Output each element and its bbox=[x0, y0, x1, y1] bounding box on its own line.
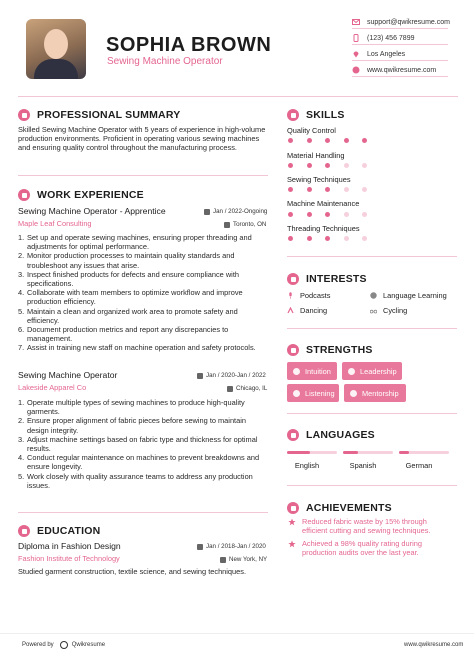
summary-icon bbox=[18, 109, 30, 121]
dumbbell-icon bbox=[287, 344, 299, 356]
language-name: Spanish bbox=[349, 461, 377, 470]
list-item: 3. Adjust machine settings based on fabric type and thickness for optimal results. bbox=[18, 434, 258, 454]
skill-dot bbox=[344, 236, 349, 241]
lightbulb-icon bbox=[293, 368, 300, 375]
language-name: English bbox=[294, 461, 320, 470]
skill-dot bbox=[362, 163, 367, 168]
education-location: New York, NY bbox=[220, 556, 267, 563]
location-icon bbox=[352, 50, 360, 58]
section-experience-heading: WORK EXPERIENCE bbox=[18, 189, 144, 201]
lightbulb-icon bbox=[287, 109, 299, 121]
job-2-role: Sewing Machine Operator bbox=[18, 370, 118, 380]
job-1-location: Toronto, ON bbox=[224, 221, 266, 228]
education-dates: Jan / 2018-Jan / 2020 bbox=[197, 543, 266, 550]
skill-dot bbox=[288, 138, 293, 143]
bicycle-icon bbox=[370, 307, 377, 314]
language-name: German bbox=[405, 461, 433, 470]
skill-dot bbox=[288, 212, 293, 217]
job-2-dates: Jan / 2020-Jan / 2022 bbox=[197, 372, 266, 379]
skill-name: Machine Maintenance bbox=[287, 199, 360, 208]
profile-photo bbox=[26, 19, 86, 79]
interest-item: Cycling bbox=[370, 306, 407, 315]
section-summary-heading: PROFESSIONAL SUMMARY bbox=[18, 109, 180, 121]
skill-dot bbox=[344, 212, 349, 217]
skill-name: Quality Control bbox=[287, 126, 336, 135]
skill-name: Sewing Techniques bbox=[287, 175, 351, 184]
skill-dot bbox=[344, 187, 349, 192]
skill-rating bbox=[288, 187, 381, 192]
skill-dot bbox=[307, 138, 312, 143]
strength-tag: Listening bbox=[287, 384, 339, 402]
job-1-bullets bbox=[18, 233, 268, 353]
skill-name: Threading Techniques bbox=[287, 224, 360, 233]
language-level-bar bbox=[343, 451, 393, 454]
achievement-item: Achieved a 98% quality rating during production audits over the last year. bbox=[302, 539, 422, 558]
graduation-cap-icon bbox=[18, 525, 30, 537]
contact-phone[interactable]: (123) 456 7899 bbox=[352, 34, 414, 42]
skill-dot bbox=[307, 236, 312, 241]
job-1-company: Maple Leaf Consulting bbox=[18, 219, 92, 228]
job-1-role: Sewing Machine Operator - Apprentice bbox=[18, 206, 166, 216]
section-strengths-heading: STRENGTHS bbox=[287, 344, 373, 356]
trophy-icon bbox=[287, 502, 299, 514]
location-icon bbox=[227, 386, 233, 392]
skill-dot bbox=[288, 236, 293, 241]
job-2-bullets bbox=[18, 398, 268, 490]
list-item: 1. Set up and operate sewing machines, ensuring proper threading and adjustments for optimal performance. bbox=[18, 233, 252, 252]
globe-icon bbox=[352, 66, 360, 74]
candidate-name: SOPHIA BROWN bbox=[106, 34, 272, 56]
email-icon bbox=[352, 18, 360, 26]
list-item: 2. Ensure proper alignment of fabric pieces before sewing to maintain design integrity. bbox=[18, 416, 246, 435]
skill-dot bbox=[325, 138, 330, 143]
achievement-item: Reduced fabric waste by 15% through efficient cutting and sewing techniques. bbox=[302, 517, 431, 536]
list-item: 1. Operate multiple types of sewing machines to produce high-quality garments. bbox=[18, 398, 245, 417]
footer-powered-by: Powered by Qwikresume bbox=[22, 642, 106, 648]
location-icon bbox=[224, 222, 230, 228]
list-item: 5. Work closely with quality assurance teams to address any production issues. bbox=[18, 471, 253, 490]
contact-website[interactable]: www.qwikresume.com bbox=[352, 66, 436, 74]
mentor-icon bbox=[350, 390, 357, 397]
skill-rating bbox=[288, 212, 381, 217]
skill-dot bbox=[325, 163, 330, 168]
microphone-icon bbox=[287, 292, 294, 299]
qwikresume-logo-icon bbox=[60, 641, 68, 649]
skill-rating bbox=[288, 236, 381, 241]
briefcase-icon bbox=[18, 189, 30, 201]
list-item: 3. Inspect finished products for defects and ensure compliance with specifications. bbox=[18, 269, 239, 289]
calendar-icon bbox=[197, 373, 203, 379]
interest-item: Language Learning bbox=[370, 291, 447, 300]
list-item: 4. Collaborate with team members to optimize workflow and improve production efficiency. bbox=[18, 288, 243, 307]
skill-dot bbox=[325, 212, 330, 217]
skill-rating bbox=[288, 138, 381, 143]
section-skills-heading: SKILLS bbox=[287, 109, 345, 121]
list-item: 4. Conduct regular maintenance on machines to prevent breakdowns and ensure longevity. bbox=[18, 453, 260, 472]
skill-rating bbox=[288, 163, 381, 168]
job-2-location: Chicago, IL bbox=[227, 385, 267, 392]
language-level-bar bbox=[399, 451, 449, 454]
section-achievements-heading: ACHIEVEMENTS bbox=[287, 502, 392, 514]
list-item: 6. Document production metrics and report any discrepancies to management. bbox=[18, 325, 229, 344]
summary-text: Skilled Sewing Machine Operator with 5 years of experience in high-volume production environments. Proficient in operating various sewing machines and ensuring quality control throughout the manufacturing process. bbox=[18, 125, 266, 153]
ear-icon bbox=[293, 390, 300, 397]
strength-tag: Leadership bbox=[342, 362, 402, 380]
calendar-icon bbox=[204, 209, 210, 215]
calendar-icon bbox=[197, 544, 203, 550]
star-icon bbox=[288, 518, 296, 526]
rocket-icon bbox=[287, 273, 299, 285]
skill-dot bbox=[307, 212, 312, 217]
interest-item: Podcasts bbox=[287, 291, 330, 300]
skill-dot bbox=[362, 212, 367, 217]
skill-dot bbox=[362, 138, 367, 143]
location-icon bbox=[220, 557, 226, 563]
skill-dot bbox=[307, 187, 312, 192]
skill-dot bbox=[344, 138, 349, 143]
candidate-title: Sewing Machine Operator bbox=[107, 56, 223, 67]
language-icon bbox=[287, 429, 299, 441]
skill-dot bbox=[325, 187, 330, 192]
strength-tag: Mentorship bbox=[344, 384, 406, 402]
section-education-heading: EDUCATION bbox=[18, 525, 100, 537]
list-item: 5. Maintain a clean and organized work area to promote safety and efficiency. bbox=[18, 306, 238, 325]
language-level-bar bbox=[287, 451, 337, 454]
skill-dot bbox=[362, 187, 367, 192]
skill-name: Material Handling bbox=[287, 151, 345, 160]
skill-dot bbox=[288, 163, 293, 168]
team-icon bbox=[348, 368, 355, 375]
skill-dot bbox=[362, 236, 367, 241]
education-degree: Diploma in Fashion Design bbox=[18, 541, 121, 551]
skill-dot bbox=[344, 163, 349, 168]
footer-url[interactable]: www.qwikresume.com bbox=[404, 642, 464, 648]
interest-item: Dancing bbox=[287, 306, 327, 315]
globe-icon bbox=[370, 292, 377, 299]
dance-icon bbox=[287, 307, 294, 314]
job-1-dates: Jan / 2022-Ongoing bbox=[204, 208, 267, 215]
section-languages-heading: LANGUAGES bbox=[287, 429, 375, 441]
list-item: 7. Assist in training new staff on machine operation and safety protocols. bbox=[18, 343, 256, 353]
skill-dot bbox=[307, 163, 312, 168]
section-interests-heading: INTERESTS bbox=[287, 273, 367, 285]
education-school: Fashion Institute of Technology bbox=[18, 554, 120, 563]
contact-location: Los Angeles bbox=[352, 50, 405, 58]
list-item: 2. Monitor production processes to maintain quality standards and troubleshoot any issues that arise. bbox=[18, 251, 235, 270]
contact-email[interactable]: support@qwikresume.com bbox=[352, 18, 450, 26]
skill-dot bbox=[325, 236, 330, 241]
star-icon bbox=[288, 540, 296, 548]
strength-tag: Intuition bbox=[287, 362, 337, 380]
skill-dot bbox=[288, 187, 293, 192]
education-text: Studied garment construction, textile science, and sewing techniques. bbox=[18, 567, 247, 576]
job-2-company: Lakeside Apparel Co bbox=[18, 383, 87, 392]
phone-icon bbox=[352, 34, 360, 42]
